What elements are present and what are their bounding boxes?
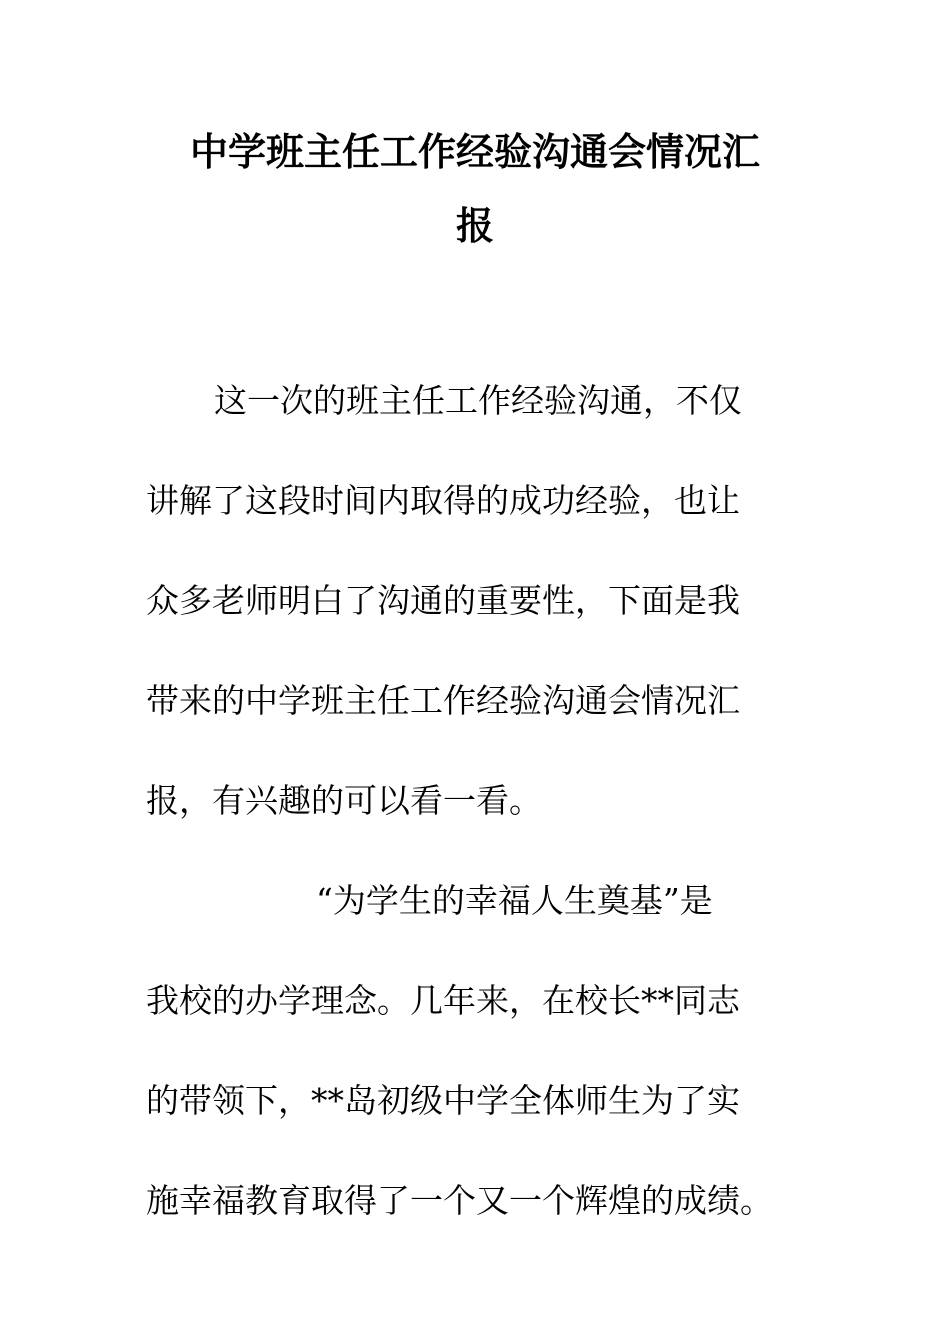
- document-title-line-1: 中学班主任工作经验沟通会情况汇: [189, 129, 760, 174]
- document-title-line-2: 报: [455, 203, 494, 248]
- paragraph-2-line-3: 的带领下，**岛初级中学全体师生为了实: [146, 1081, 740, 1120]
- paragraph-1-line-5: 报，有兴趣的可以看一看。: [146, 781, 542, 820]
- paragraph-1-line-3: 众多老师明白了沟通的重要性，下面是我: [146, 581, 740, 620]
- paragraph-2-line-1: “为学生的幸福人生奠基”是: [316, 881, 713, 920]
- paragraph-2-line-2: 我校的办学理念。几年来，在校长**同志: [146, 981, 740, 1020]
- paragraph-1-line-2: 讲解了这段时间内取得的成功经验，也让: [146, 481, 740, 520]
- paragraph-2-line-4: 施幸福教育取得了一个又一个辉煌的成绩。: [146, 1181, 773, 1220]
- paragraph-1-line-4: 带来的中学班主任工作经验沟通会情况汇: [146, 681, 740, 720]
- paragraph-1-line-1: 这一次的班主任工作经验沟通，不仅: [214, 381, 742, 420]
